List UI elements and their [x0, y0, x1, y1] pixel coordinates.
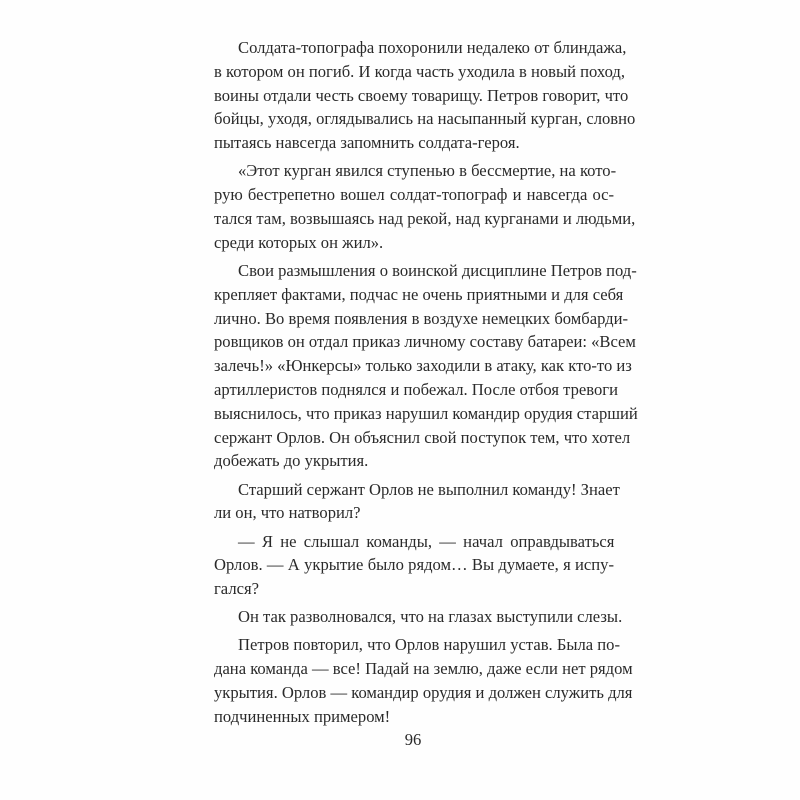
body-text: [214, 36, 638, 733]
text-line: Он так разволновался, что на глазах выступили слезы.: [238, 607, 623, 627]
text-line: воины отдали честь своему товарищу. Петров говорит, что: [214, 85, 629, 105]
text-line: Свои размышления о воинской дисциплине Петров под-: [238, 260, 637, 280]
text-line: бойцы, уходя, оглядывались на насыпанный курган, словно: [214, 109, 636, 129]
paragraph: [214, 633, 633, 728]
text-line: Старший сержант Орлов не выполнил команду! Знает: [238, 479, 620, 499]
text-line: артиллеристов поднялся и побежал. После отбоя тревоги: [214, 379, 618, 399]
text-line: Петров повторил, что Орлов нарушил устав. Была по-: [238, 635, 621, 655]
paragraph: [214, 478, 620, 526]
text-line: среди которых он жил».: [214, 232, 384, 252]
text-line: ли он, что натворил?: [214, 503, 361, 523]
text-line: рую бестрепетно вошел солдат-топограф и навсегда ос-: [214, 185, 615, 205]
text-line: гался?: [214, 579, 259, 599]
text-line: добежать до укрытия.: [214, 451, 369, 471]
text-line: — Я не слышал команды, — начал оправдываться: [238, 531, 615, 551]
text-line: в котором он погиб. И когда часть уходила в новый поход,: [214, 61, 626, 81]
text-line: выяснилось, что приказ нарушил командир орудия старший: [214, 403, 638, 423]
page-number: 96: [404, 730, 422, 749]
paragraph: [214, 530, 614, 601]
text-line: ровщиков он отдал приказ личному составу батареи: «Всем: [214, 332, 636, 352]
text-line: крепляет фактами, подчас не очень приятными и для себя: [214, 284, 624, 304]
text-line: залечь!» «Юнкерсы» только заходили в атаку, как кто-то из: [214, 356, 632, 376]
text-line: дана команда — все! Падай на землю, даже если нет рядом: [214, 659, 633, 679]
text-line: лично. Во время появления в воздухе немецких бомбарди-: [214, 308, 629, 328]
text-line: тался там, возвышаясь над рекой, над курганами и людьми,: [214, 208, 636, 228]
text-line: сержант Орлов. Он объяснил свой поступок тем, что хотел: [214, 427, 631, 447]
text-line: пытаясь навсегда запомнить солдата-героя.: [214, 133, 520, 153]
text-line: Солдата-топографа похоронили недалеко от блиндажа,: [238, 38, 627, 57]
text-line: «Этот курган явился ступенью в бессмертие, на кото-: [238, 161, 617, 181]
text-line: Орлов. — А укрытие было рядом… Вы думаете, я испу-: [214, 555, 614, 575]
text-line: укрытия. Орлов — командир орудия и должен служить для: [214, 683, 633, 703]
paragraph: [214, 159, 636, 254]
paragraph: [214, 605, 623, 629]
paragraph: [214, 259, 638, 473]
paragraph: [214, 36, 636, 155]
text-line: подчиненных примером!: [214, 706, 391, 726]
